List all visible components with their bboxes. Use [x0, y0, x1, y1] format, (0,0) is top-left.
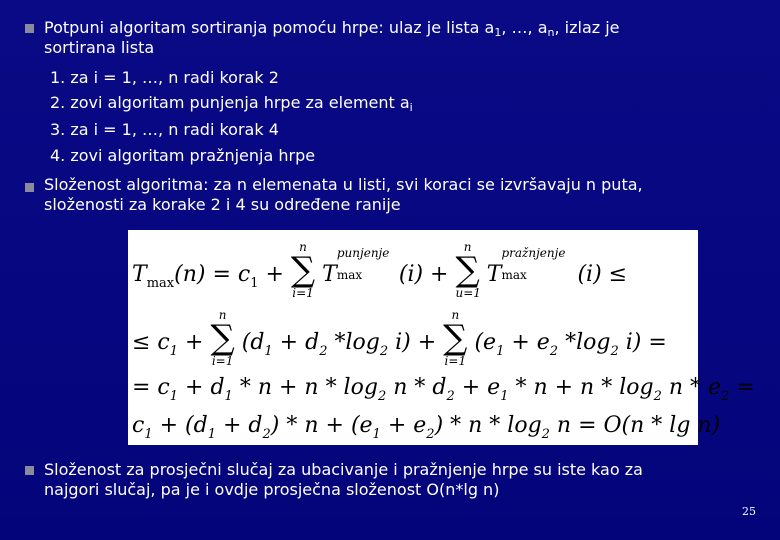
- step-1: 1. za i = 1, …, n radi korak 2: [50, 68, 279, 87]
- step-4: 4. zovi algoritam pražnjenja hrpe: [50, 146, 316, 165]
- page-number: 25: [742, 505, 756, 518]
- bullet-marker: [25, 183, 34, 192]
- bullet-2-line-2: složenosti za korake 2 i 4 su određene ranije: [44, 195, 401, 214]
- step-3: 3. za i = 1, …, n radi korak 4: [50, 120, 279, 139]
- bullet-2-line-1: Složenost algoritma: za n elemenata u listi, svi koraci se izvršavaju n puta,: [44, 175, 643, 194]
- bullet-marker: [25, 24, 34, 33]
- bullet-3-line-2: najgori slučaj, pa je i ovdje prosječna složenost O(n*lg n): [44, 480, 500, 499]
- formula-row-4: $c_1 + (d_1 + d_2) * n + (e_1 + e_2) * n * \log_2 n = O(n * \lg n)$: [132, 413, 721, 442]
- bullet-3-line-1: Složenost za prosječni slučaj za ubacivanje i pražnjenje hrpe su iste kao za: [44, 460, 643, 479]
- bullet-marker: [25, 466, 34, 475]
- bullet-1-line-2: sortirana lista: [44, 38, 155, 57]
- formula-row-2: ≤ $c_1$ + n ∑ i=1 ($d_1 + d_2$ $*\log_2$ i) + n ∑ i=1 ($e_1 + e_2$ $*\log_2$ i) =: [132, 308, 667, 368]
- bullet-1-line-1: Potpuni algoritam sortiranja pomoću hrpe: ulaz je lista $a_1$, …, $a_n$, izlaz je: [44, 18, 620, 39]
- formula-row-1: $T_{max}(n) = c_1$ + n ∑ i=1 T punjenje max (i) + n ∑ u=1 T pražnjenje max (i) ≤: [132, 240, 628, 300]
- step-2: 2. zovi algoritam punjenja hrpe za element $a_i$: [50, 93, 413, 114]
- formula-image: [128, 230, 755, 445]
- formula-row-3: = $c_1 + d_1 * n + n * \log_2 n * d_2 + e_1 * n + n * \log_2 n * e_2$ =: [132, 375, 755, 404]
